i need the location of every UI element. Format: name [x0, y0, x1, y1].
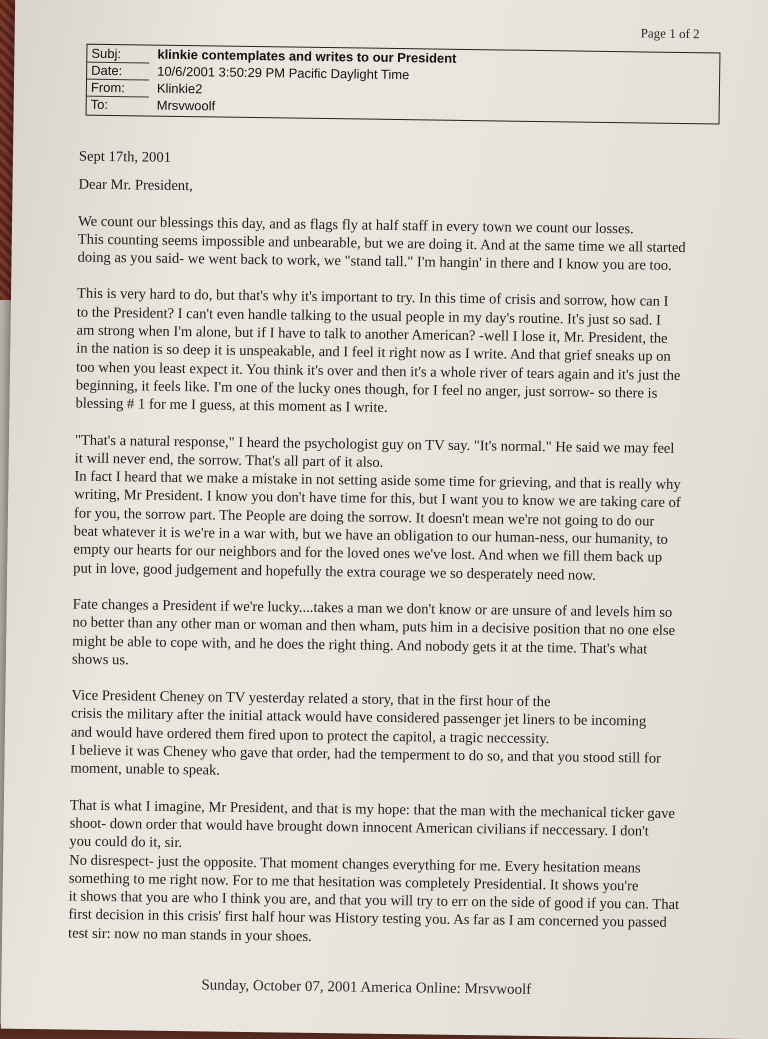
print-footer: Sunday, October 07, 2001 America Online: Mrsvwoolf — [201, 977, 532, 998]
letter-body — [68, 148, 749, 952]
letter-date: Sept 17th, 2001 — [78, 148, 172, 166]
header-label: Subj: — [91, 45, 122, 62]
letter-paragraph: That is what I imagine, Mr President, and that is my hope: that the man with the mechanical ticker gave shoot- down order that would have brought down innocent American civilians if neccessary. I don't you could do it, sir. No disrespect- just the opposite. That moment changes everything for me. Every hesitation means something to me right now. For to me that hesitation was completely Presidential. It shows you're it shows that you are who I think you are, and that you will try to err on the side of good if you can. That first decision in this crisis' first half hour was History testing you. As far as I am concerned you passed test sir: now no man stands in your shoes. — [68, 797, 680, 945]
letter-paragraph: This is very hard to do, but that's why it's important to try. In this time of crisis and sorrow, how can I to the President? I can't even handle talking to the usual people in my day's routine. It's just so sad. I am strong when I'm alone, but if I have to talk to another American? -well I lose it, Mr. President, the in the nation is so deep it is unspeakable, and I feel it right now as I write. And that grief sneaks up on too when you least expect it. You think it's over and then it's a whole river of tears again and it's just the beginning, it feels like. I'm one of the lucky ones though, for I feel no anger, just sorrow- so there is blessing # 1 for me I guess, at this moment as I write. — [75, 286, 681, 417]
header-label: From: — [90, 79, 125, 96]
date-value: 10/6/2001 3:50:29 PM Pacific Daylight Time — [157, 63, 410, 83]
letter-paragraph: "That's a natural response," I heard the psychologist guy on TV say. "It's normal." He said we may feel it will never end, the sorrow. That's all part of it also. In fact I heard that we make a mistake in not setting aside some time for grieving, and that is really why writing, Mr President. I know you don't have time for this, but I want you to know we are taking care of for you, the sorrow part. The People are doing the sorrow. It doesn't mean we're not going to do our beat whatever it is we're in a war with, but we have an obligation to our human-ness, our humanity, to empty our hearts for our neighbors and for the loved ones we've lost. And when we fill them back up put in love, good judgement and hopefully the extra courage we so desperately need now. — [73, 432, 681, 584]
letter-paragraph: Vice President Cheney on TV yesterday related a story, that in the first hour of the crisis the military after the initial attack would have considered passenger jet liners to be incoming and would have ordered them fired upon to protect the capitol, a tragic neccessity. I believe it was Cheney who gave that order, had the temperment to do so, and that you stood still for moment, unable to speak. — [70, 687, 662, 779]
email-header-box — [86, 44, 721, 125]
letter-paragraph: Fate changes a President if we're lucky....takes a man we don't know or are unsure of and levels him so no better than any other man or woman and then wham, puts him in a decisive position that no one else might be able to cope with, and he does the right thing. And nobody gets it at the time. That's what shows us. — [71, 596, 676, 669]
header-label: To: — [90, 96, 109, 112]
letter-paragraph: We count our blessings this day, and as flags fly at half staff in every town we count our losses. This counting seems impossible and unbearable, but we are doing it. And at the same time we all started doing as you said- we went back to work, we "stand tall." I'm hangin' in there and I know you are too. — [77, 213, 686, 275]
page-number: Page 1 of 2 — [640, 25, 700, 42]
header-label: Date: — [91, 62, 123, 79]
from-value: Klinkie2 — [156, 80, 203, 97]
printed-page — [1, 0, 768, 1039]
to-value: Mrsvwoolf — [156, 97, 216, 114]
subject-value: klinkie contemplates and writes to our President — [157, 46, 457, 66]
letter-salutation: Dear Mr. President, — [78, 176, 193, 195]
